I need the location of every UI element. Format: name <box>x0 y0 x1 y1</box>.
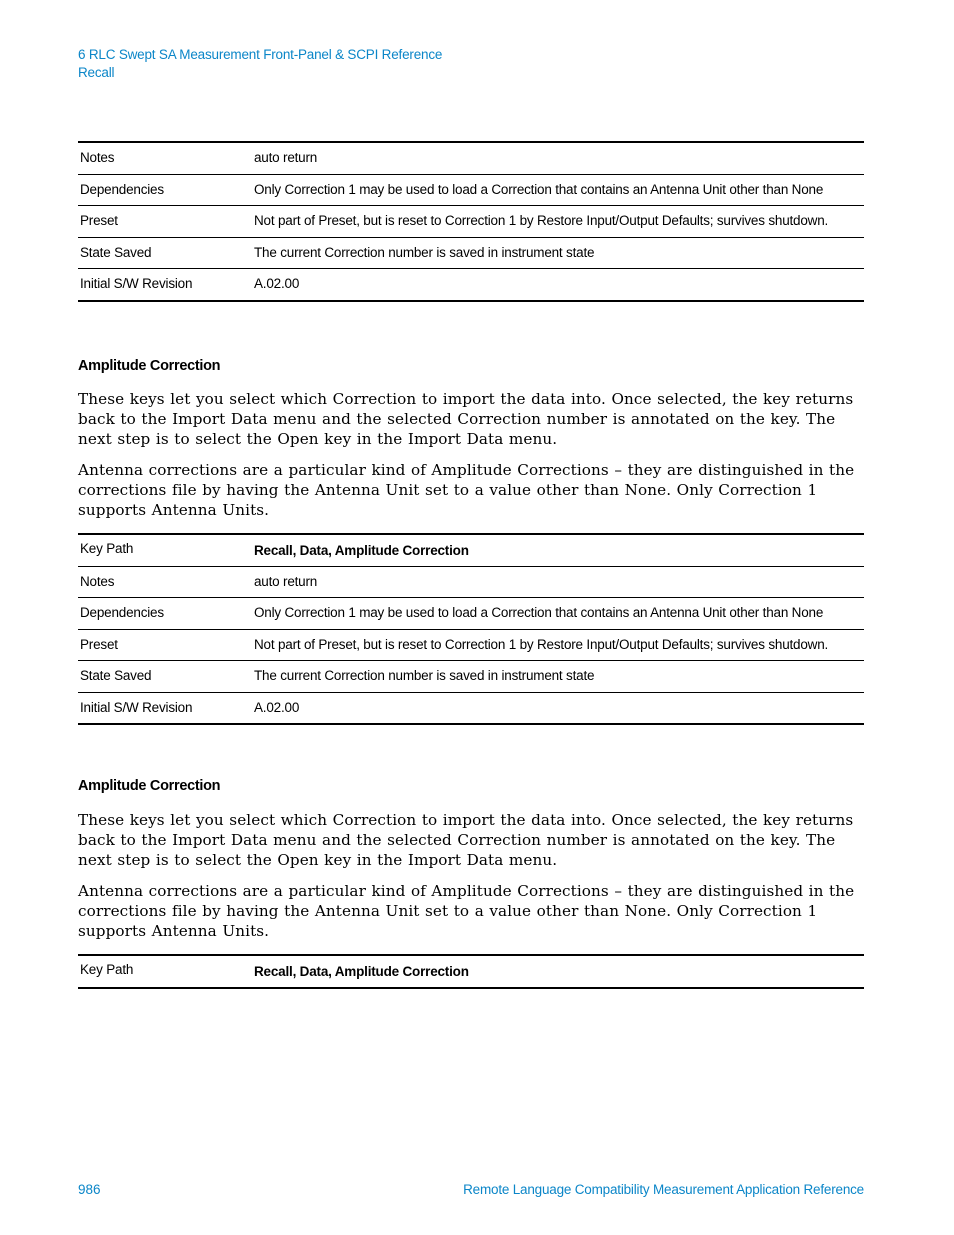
row-key: Notes <box>78 566 252 598</box>
table-row <box>78 598 864 630</box>
row-value: Only Correction 1 may be used to load a Correction that contains an Antenna Unit other than None <box>252 598 864 630</box>
body-paragraph: Antenna corrections are a particular kind of Amplitude Corrections – they are distinguished in the corrections file by having the Antenna Unit set to a value other than None. Only Correction 1 supports Antenna Units. <box>78 461 855 519</box>
table-row <box>78 955 864 988</box>
row-value: Not part of Preset, but is reset to Correction 1 by Restore Input/Output Defaults; survives shutdown. <box>252 206 864 238</box>
table-row <box>78 174 864 206</box>
row-key: Key Path <box>78 955 252 988</box>
table-row <box>78 566 864 598</box>
section-title: Recall <box>78 65 115 80</box>
table-row <box>78 692 864 724</box>
row-key: Preset <box>78 206 252 238</box>
section-heading: Amplitude Correction <box>78 778 221 794</box>
row-value: A.02.00 <box>252 692 864 724</box>
row-value: Only Correction 1 may be used to load a Correction that contains an Antenna Unit other than None <box>252 174 864 206</box>
row-key: Initial S/W Revision <box>78 269 252 301</box>
table-row <box>78 629 864 661</box>
running-header <box>78 46 442 82</box>
row-value: Recall, Data, Amplitude Correction <box>252 955 864 988</box>
chapter-title: 6 RLC Swept SA Measurement Front-Panel & SCPI Reference <box>78 47 443 62</box>
row-key: Initial S/W Revision <box>78 692 252 724</box>
properties-table-2 <box>78 533 864 725</box>
row-key: State Saved <box>78 237 252 269</box>
row-key: Notes <box>78 142 252 174</box>
row-value: The current Correction number is saved in instrument state <box>252 237 864 269</box>
table-row <box>78 534 864 566</box>
document-title: Remote Language Compatibility Measurement Application Reference <box>463 1182 864 1197</box>
body-paragraph: These keys let you select which Correction to import the data into. Once selected, the key returns back to the Import Data menu and the selected Correction number is annotated on the key. The next step is to select the Open key in the Import Data menu. <box>78 811 854 869</box>
row-value: auto return <box>252 142 864 174</box>
row-key: Dependencies <box>78 598 252 630</box>
table-row <box>78 206 864 238</box>
properties-table-1 <box>78 141 864 302</box>
table-row <box>78 237 864 269</box>
page-number: 986 <box>78 1182 101 1197</box>
row-value: auto return <box>252 566 864 598</box>
table-row <box>78 269 864 301</box>
body-paragraph: Antenna corrections are a particular kind of Amplitude Corrections – they are distinguished in the corrections file by having the Antenna Unit set to a value other than None. Only Correction 1 supports Antenna Units. <box>78 882 855 940</box>
row-key: Key Path <box>78 534 252 566</box>
section-heading: Amplitude Correction <box>78 358 221 374</box>
row-value: Not part of Preset, but is reset to Correction 1 by Restore Input/Output Defaults; survives shutdown. <box>252 629 864 661</box>
body-paragraph: These keys let you select which Correction to import the data into. Once selected, the key returns back to the Import Data menu and the selected Correction number is annotated on the key. The next step is to select the Open key in the Import Data menu. <box>78 390 854 448</box>
table-row <box>78 661 864 693</box>
row-value: Recall, Data, Amplitude Correction <box>252 534 864 566</box>
row-value: The current Correction number is saved in instrument state <box>252 661 864 693</box>
row-key: State Saved <box>78 661 252 693</box>
row-value: A.02.00 <box>252 269 864 301</box>
table-row <box>78 142 864 174</box>
row-key: Preset <box>78 629 252 661</box>
row-key: Dependencies <box>78 174 252 206</box>
properties-table-3 <box>78 954 864 989</box>
